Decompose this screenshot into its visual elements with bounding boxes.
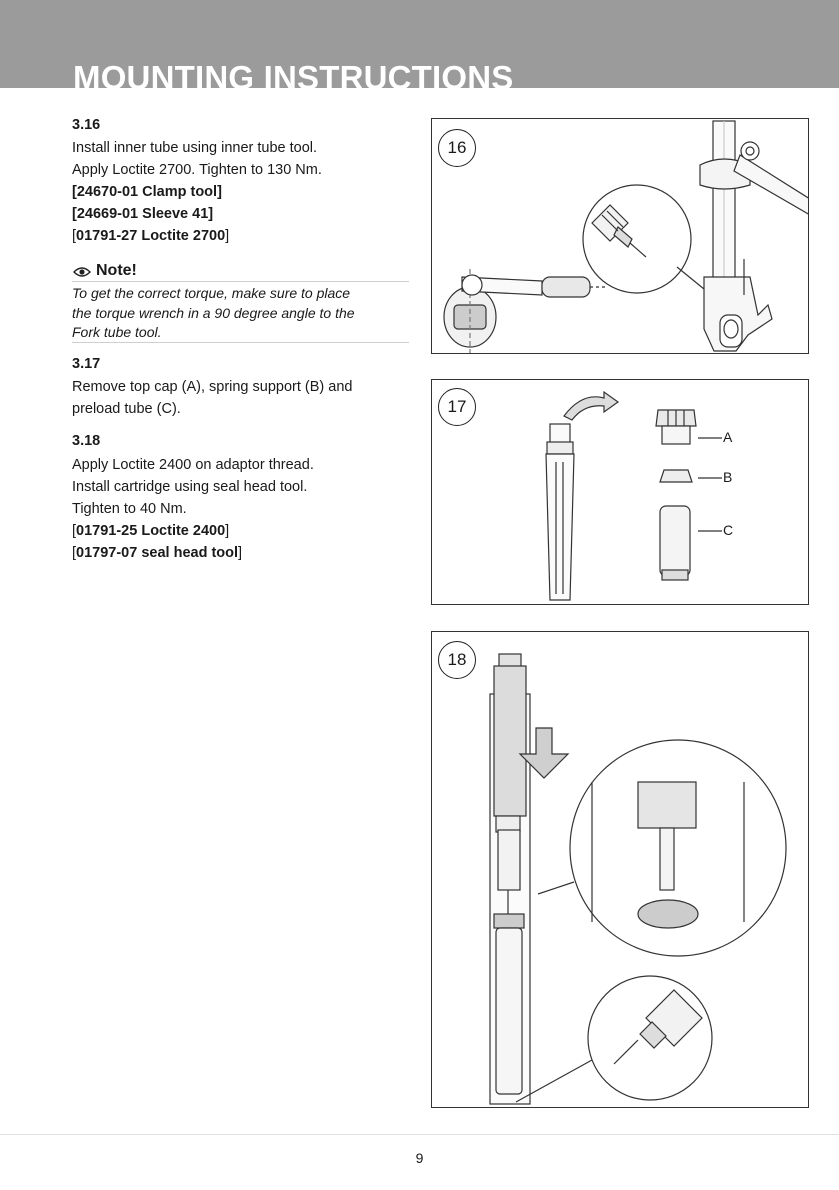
instruction-line: Remove top cap (A), spring support (B) and	[72, 379, 353, 395]
instruction-line: Apply Loctite 2400 on adaptor thread.	[72, 457, 314, 473]
eye-icon	[73, 265, 91, 283]
instruction-line: Tighten to 40 Nm.	[72, 501, 187, 517]
figure-16	[431, 118, 809, 354]
instruction-line: preload tube (C).	[72, 401, 181, 417]
instruction-line: Install cartridge using seal head tool.	[72, 479, 308, 495]
tool-reference: [01797-07 seal head tool]	[72, 545, 243, 561]
tool-reference: [01791-25 Loctite 2400]	[72, 523, 230, 539]
note-header	[72, 263, 409, 282]
note-text: To get the correct torque, make sure to place the torque wrench in a 90 degree angle to the Fork tube tool.	[72, 284, 409, 343]
figure-18	[431, 631, 809, 1108]
tool-reference: [01791-27 Loctite 2700]	[72, 228, 230, 244]
page-title: MOUNTING INSTRUCTIONS	[73, 59, 514, 88]
step-3-17-text	[72, 376, 410, 420]
step-3-17	[72, 353, 410, 375]
figure-number: 17	[438, 388, 476, 426]
tool-reference: [24670-01 Clamp tool]	[72, 184, 222, 200]
step-3-18	[72, 430, 410, 452]
part-label-a: A	[723, 429, 733, 445]
footer-divider	[0, 1134, 839, 1135]
page-header	[0, 0, 839, 88]
step-3-18-text	[72, 454, 410, 564]
step-3-16-text	[72, 137, 410, 247]
instruction-line: Install inner tube using inner tube tool.	[72, 140, 318, 156]
cartridge-install-illustration	[432, 632, 809, 1108]
step-number: 3.16	[72, 117, 101, 133]
step-3-16	[72, 114, 410, 136]
figure-number: 18	[438, 641, 476, 679]
part-label-b: B	[723, 469, 733, 485]
step-number: 3.17	[72, 356, 101, 372]
figure-17	[431, 379, 809, 605]
note-title: Note!	[96, 262, 137, 279]
page-number: 9	[415, 1150, 424, 1166]
tool-reference: [24669-01 Sleeve 41]	[72, 206, 214, 222]
inner-tube-tool-illustration	[432, 119, 809, 354]
top-cap-removal-illustration	[432, 380, 809, 605]
step-number: 3.18	[72, 433, 101, 449]
instruction-line: Apply Loctite 2700. Tighten to 130 Nm.	[72, 162, 322, 178]
figure-number: 16	[438, 129, 476, 167]
part-label-c: C	[723, 522, 734, 538]
